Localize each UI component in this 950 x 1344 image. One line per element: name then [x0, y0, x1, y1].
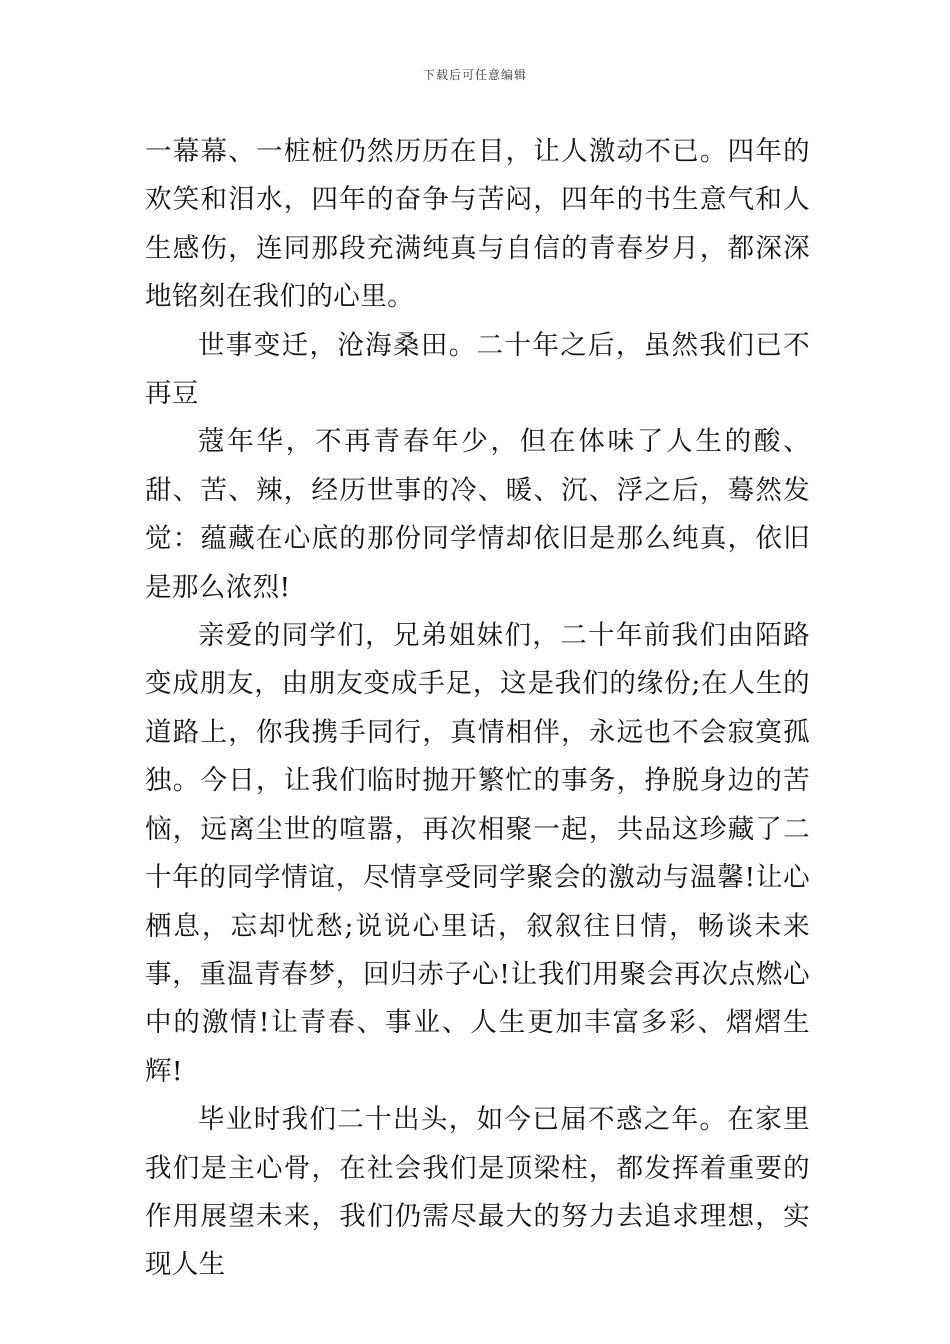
paragraph-3: 蔻年华，不再青春年少，但在体味了人生的酸、甜、苦、辣，经历世事的冷、暖、沉、浮之后，蓦然发觉：蕴藏在心底的那份同学情却依旧是那么纯真，依旧是那么浓烈! — [145, 426, 810, 603]
paragraph-5: 毕业时我们二十出头，如今已届不惑之年。在家里我们是主心骨，在社会我们是顶梁柱，都发挥着重要的作用展望未来，我们仍需尽最大的努力去追求理想，实现人生 — [145, 1104, 810, 1281]
paragraph-4: 亲爱的同学们，兄弟姐妹们，二十年前我们由陌路变成朋友，由朋友变成手足，这是我们的缘份;在人生的道路上，你我携手同行，真情相伴，永远也不会寂寞孤独。今日，让我们临时抛开繁忙的事务，挣脱身边的苦恼，远离尘世的喧嚣，再次相聚一起，共品这珍藏了二十年的同学情谊，尽情享受同学聚会的激动与温馨!让心栖息，忘却忧愁;说说心里话，叙叙往日情，畅谈未来事，重温青春梦，回归赤子心!让我们用聚会再次点燃心中的激情!让青春、事业、人生更加丰富多彩、熠熠生辉! — [145, 620, 810, 1087]
header-note: 下载后可任意编辑 — [422, 68, 527, 82]
paragraph-1: 一幕幕、一桩桩仍然历历在目，让人激动不已。四年的欢笑和泪水，四年的奋争与苦闷，四年的书生意气和人生感伤，连同那段充满纯真与自信的青春岁月，都深深地铭刻在我们的心里。 — [145, 136, 810, 313]
document-body — [145, 128, 810, 1290]
paragraph-2: 世事变迁，沧海桑田。二十年之后，虽然我们已不再豆 — [145, 329, 810, 410]
